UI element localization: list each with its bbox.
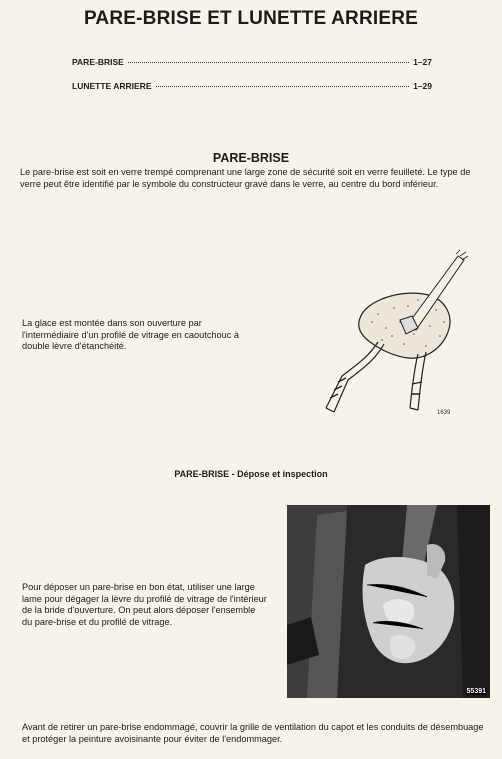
page-title: PARE-BRISE ET LUNETTE ARRIERE bbox=[83, 8, 419, 29]
hand-with-blade-illustration bbox=[287, 505, 490, 698]
toc-label: PARE-BRISE bbox=[72, 57, 124, 67]
removal-paragraph: Pour déposer un pare-brise en bon état, utiliser une large lame pour dégager la lèvre du profilé de vitrage de l'intérieur de la bride d'ouverture. On peut alors déposer l'ensemble du pare-brise et du profilé de vitrage. bbox=[22, 582, 267, 627]
toc-leader-dots bbox=[156, 86, 410, 87]
removal-photo bbox=[287, 505, 490, 698]
intro-paragraph: Le pare-brise est soit en verre trempé comprenant une large zone de sécurité soit en verre feuilleté. Le type de verre peut être identifié par le symbole du constructeur gravé dans le verre, au centre du bord inférieur. bbox=[20, 167, 471, 189]
section-title: PARE-BRISE bbox=[212, 151, 290, 165]
toc-item-pare-brise bbox=[72, 57, 432, 67]
toc-leader-dots bbox=[128, 62, 409, 63]
toc-label: LUNETTE ARRIERE bbox=[72, 81, 152, 91]
windscreen-profile-figure bbox=[308, 248, 468, 418]
figure-number: 1639 bbox=[437, 410, 451, 416]
damaged-windscreen-paragraph: Avant de retirer un pare-brise endommagé, couvrir la grille de ventilation du capot et les conduits de désembuage et protéger la peinture avoisinante pour éviter de l'endommager. bbox=[22, 722, 484, 744]
toc-page: 1–29 bbox=[413, 81, 432, 91]
photo-number: 55391 bbox=[466, 688, 486, 695]
toc-item-lunette-arriere bbox=[72, 81, 432, 91]
toc-page: 1–27 bbox=[413, 57, 432, 67]
mounting-paragraph: La glace est montée dans son ouverture par l'intermédiaire d'un profilé de vitrage en caoutchouc à double lèvre d'étanchéité. bbox=[22, 318, 239, 352]
subsection-title: PARE-BRISE - Dépose et inspection bbox=[174, 469, 328, 479]
